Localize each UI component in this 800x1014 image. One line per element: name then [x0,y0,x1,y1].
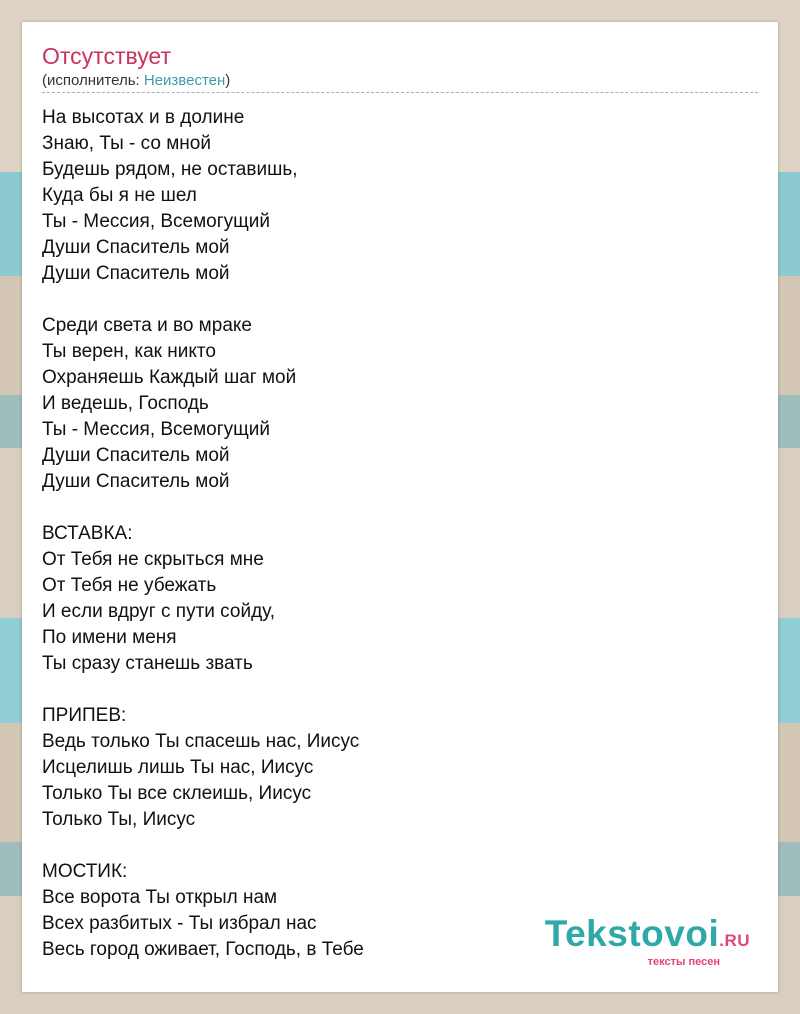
lyrics-line: По имени меня [42,627,177,648]
lyrics-text [42,105,758,963]
lyrics-line: Охраняешь Каждый шаг мой [42,367,297,388]
lyrics-line: На высотах и в долине [42,107,245,128]
lyrics-line: И если вдруг с пути сойду, [42,601,276,622]
lyrics-line: Души Спаситель мой [42,471,230,492]
lyrics-line: Ты - Мессия, Всемогущий [42,419,271,440]
site-logo[interactable] [544,913,750,968]
lyrics-line: Ты верен, как никто [42,341,216,362]
lyrics-line: Души Спаситель мой [42,263,230,284]
lyrics-line: Только Ты, Иисус [42,809,196,830]
lyrics-line: Знаю, Ты - со мной [42,133,211,154]
artist-prefix: (исполнитель: [42,72,144,89]
lyrics-line: ПРИПЕВ: [42,705,127,726]
lyrics-line: Куда бы я не шел [42,185,197,206]
lyrics-line: Все ворота Ты открыл нам [42,887,278,908]
logo-tld: .RU [719,931,750,950]
lyrics-line: Исцелишь лишь Ты нас, Иисус [42,757,314,778]
lyrics-line: Ты - Мессия, Всемогущий [42,211,271,232]
lyrics-line: От Тебя не убежать [42,575,217,596]
lyrics-line: Души Спаситель мой [42,445,230,466]
lyrics-line: Только Ты все склеишь, Иисус [42,783,312,804]
lyrics-line: И ведешь, Господь [42,393,209,414]
song-title: Отсутствует [42,43,171,69]
artist-line [42,71,758,93]
lyrics-stanza [42,105,758,287]
lyrics-line: Весь город оживает, Господь, в Тебе [42,939,364,960]
lyrics-line: Ты сразу станешь звать [42,653,253,674]
lyrics-card [22,22,778,992]
lyrics-line: ВСТАВКА: [42,523,133,544]
lyrics-line: От Тебя не скрыться мне [42,549,264,570]
lyrics-line: Будешь рядом, не оставишь, [42,159,298,180]
logo-name: Tekstovoi [544,913,720,954]
lyrics-line: Души Спаситель мой [42,237,230,258]
lyrics-stanza [42,521,758,677]
lyrics-line: Всех разбитых - Ты избрал нас [42,913,317,934]
lyrics-stanza [42,703,758,833]
lyrics-line: Среди света и во мраке [42,315,252,336]
lyrics-line: Ведь только Ты спасешь нас, Иисус [42,731,360,752]
logo-tagline: тексты песен [647,956,720,968]
lyrics-line: МОСТИК: [42,861,128,882]
artist-link[interactable]: Неизвестен [143,72,226,89]
logo-wordmark [544,913,750,958]
lyrics-stanza [42,313,758,495]
artist-suffix: ) [225,72,231,89]
